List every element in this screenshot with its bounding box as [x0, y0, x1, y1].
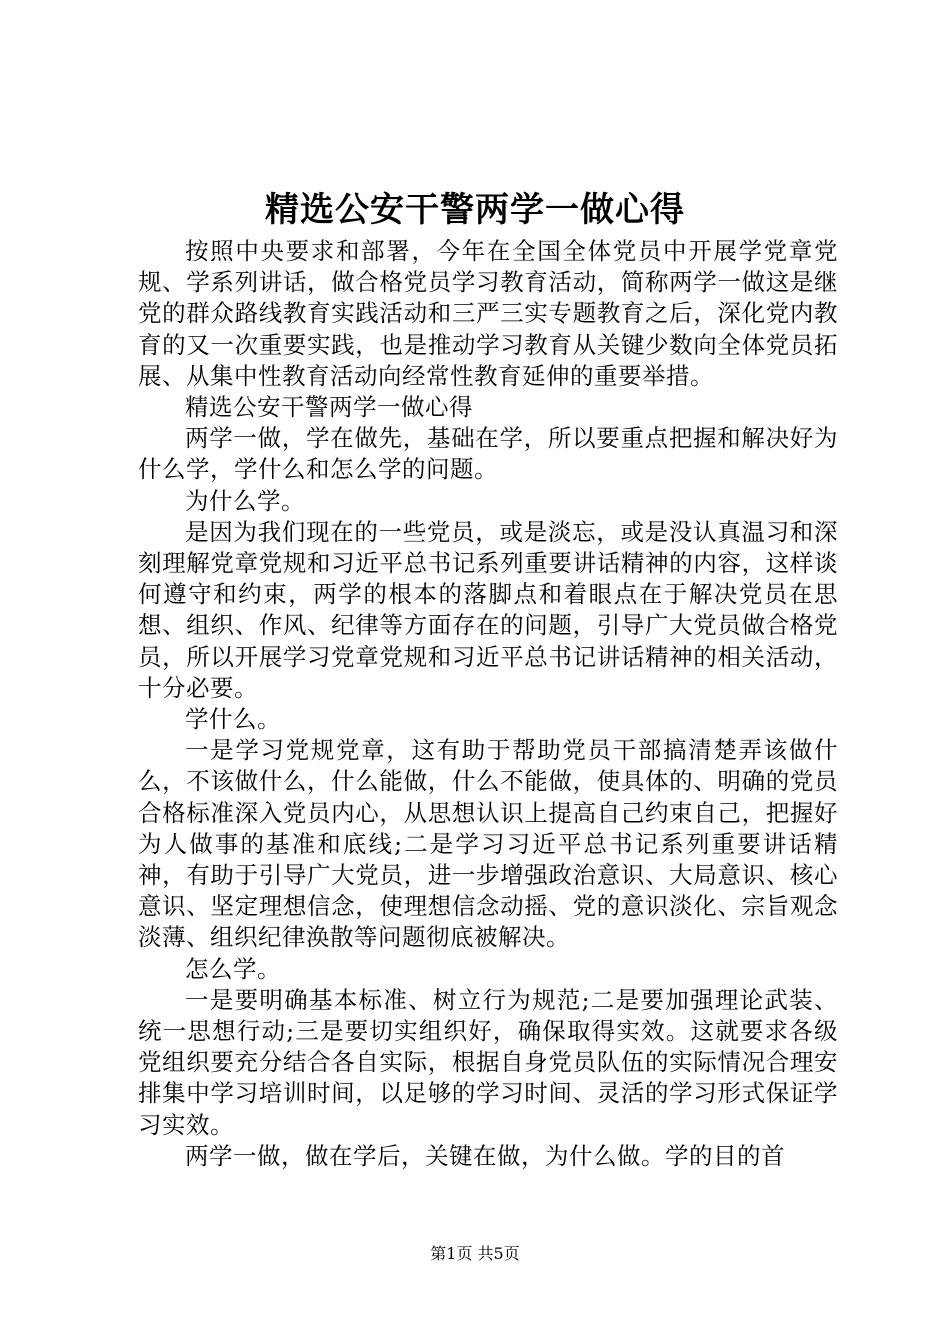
document-title: 精选公安干警两学一做心得 — [265, 190, 685, 230]
paragraph-subtitle: 精选公安干警两学一做心得 — [185, 393, 473, 422]
paragraph-why-study: 是因为我们现在的一些党员，或是淡忘，或是没认真温习和深刻理解党章党规和习近平总书记系列重要讲话精神的内容，这样谈何遵守和约束，两学的根本的落脚点和着眼点在于解决党员在思想、组织、作风、纪律等方面存在的问题，引导广大党员做合格党员，所以开展学习党章党规和习近平总书记讲话精神的相关活动，十分必要。 — [138, 517, 838, 702]
document-body — [138, 236, 838, 1172]
heading-why-study: 为什么学。 — [185, 486, 305, 515]
page-footer: 第1页 共5页 — [430, 1244, 520, 1263]
paragraph-what-study: 一是学习党规党章，这有助于帮助党员干部搞清楚弄该做什么，不该做什么，什么能做，什么不能做，使具体的、明确的党员合格标准深入党员内心，从思想认识上提高自己约束自己，把握好为人做事的基准和底线;二是学习习近平总书记系列重要讲话精神，有助于引导广大党员，进一步增强政治意识、大局意识、核心意识、坚定理想信念，使理想信念动摇、党的意识淡化、宗旨观念淡薄、组织纪律涣散等问题彻底被解决。 — [138, 736, 838, 952]
paragraph-do-after-study: 两学一做，做在学后，关键在做，为什么做。学的目的首 — [185, 1141, 785, 1170]
paragraph-how-study: 一是要明确基本标准、树立行为规范;二是要加强理论武装、统一思想行动;三是要切实组织好，确保取得实效。这就要求各级党组织要充分结合各自实际，根据自身党员队伍的实际情况合理安排集中学习培训时间，以足够的学习时间、灵活的学习形式保证学习实效。 — [138, 985, 838, 1139]
heading-how-study: 怎么学。 — [185, 954, 281, 983]
paragraph-intro: 按照中央要求和部署，今年在全国全体党员中开展学党章党规、学系列讲话，做合格党员学习教育活动，简称两学一做这是继党的群众路线教育实践活动和三严三实专题教育之后，深化党内教育的又一次重要实践，也是推动学习教育从关键少数向全体党员拓展、从集中性教育活动向经常性教育延伸的重要举措。 — [138, 237, 838, 390]
paragraph-study-first: 两学一做，学在做先，基础在学，所以要重点把握和解决好为什么学，学什么和怎么学的问题。 — [138, 424, 838, 484]
heading-what-study: 学什么。 — [185, 705, 281, 734]
